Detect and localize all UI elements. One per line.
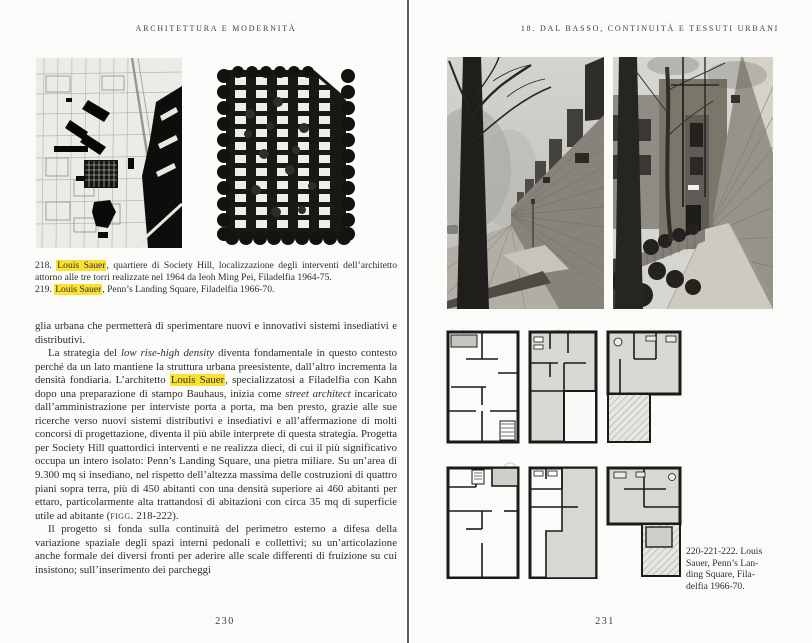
photo-220-street-view bbox=[447, 57, 604, 309]
body-paragraph-2: La strategia del low rise-high density diventa fondamentale in questo contesto perché da un lato mantiene la struttura urbana preesistente, dall’altro incrementa la densità fondiaria. L’architetto Louis Sauer, specializzatosi a Filadelfia con Kahn dopo una preparazione di stampo Bauhaus, inizia come street architect incaricato dall’amministrazione per interviste porta a porta, ma ben presto, grazie alle sue ricerche verso nuovi sistemi distributivi e insediativi e all’affermazione di molti concorsi di progettazione, diventa il più abile interprete di questa strategia. Progetta per Society Hill quattordici interventi e ne realizza dieci, di cui il più significativo occupa un intero isolato: Penn’s Landing Square, una pietra miliare. Su un’area di 9.300 mq si insediano, nel rispetto dell’altezza massima delle costruzioni di quattro piani sopra terra, più di 450 abitanti con una densità superiore ai 460 abitanti per ettaro, particolarmente alta trattandosi di abitazioni con circa 35 mq di superficie utile ad abitante (figg. 218-222). bbox=[35, 347, 397, 522]
plan-c bbox=[608, 332, 680, 442]
right-caption-block: 220-221-222. Louis Sauer, Penn’s Lan- ding Square, Fila- delfia 1966-70. bbox=[686, 546, 763, 592]
plan-f bbox=[608, 468, 680, 576]
caption-218: 218. Louis Sauer, quartiere di Society Hill, localizzazione degli interventi dell’architetto attorno alle tre torri realizzate nel 1964 da Ieoh Ming Pei, Filadelfia 1964-75. bbox=[35, 260, 397, 283]
figure-219-penns-landing-block-plan bbox=[212, 62, 360, 246]
figure-218-society-hill-site-plan bbox=[36, 58, 182, 248]
photo-221-courtyard-view bbox=[613, 57, 773, 309]
page-gutter-divider bbox=[407, 0, 409, 643]
figure-222-unit-floor-plans bbox=[446, 329, 684, 579]
plan-d bbox=[448, 468, 518, 578]
left-body-text bbox=[35, 320, 397, 577]
body-paragraph-3: Il progetto si fonda sulla continuità del perimetro esterno a difesa della variazione spaziale degli spazi interni pedonali e collettivi; su un’articolazione anche formale dei diversi fronti per aderire alle scale differenti di fruizione su cui insistono; sull’inserimento dei parcheggi bbox=[35, 523, 397, 576]
left-caption-block bbox=[35, 260, 397, 295]
body-paragraph-1: glia urbana che permetterà di sperimentare nuovi e innovativi sistemi insediativi e distributivi. bbox=[35, 320, 397, 346]
block-plan-image bbox=[212, 62, 360, 246]
right-running-header: 18. DAL BASSO, CONTINUITÀ E TESSUTI URBANI bbox=[520, 24, 780, 33]
street-photo-image bbox=[447, 57, 604, 309]
plan-b bbox=[530, 332, 596, 442]
left-page-number: 230 bbox=[215, 616, 235, 627]
plan-a bbox=[448, 332, 518, 442]
courtyard-photo-image bbox=[613, 57, 773, 309]
plan-e bbox=[530, 468, 596, 578]
right-page-number: 231 bbox=[595, 616, 615, 627]
site-plan-map-image bbox=[36, 58, 182, 248]
caption-219: 219. Louis Sauer, Penn’s Landing Square, Filadelfia 1966-70. bbox=[35, 283, 275, 295]
floor-plans-image bbox=[446, 329, 682, 579]
left-running-header: ARCHITETTURA E MODERNITÀ bbox=[135, 24, 297, 33]
